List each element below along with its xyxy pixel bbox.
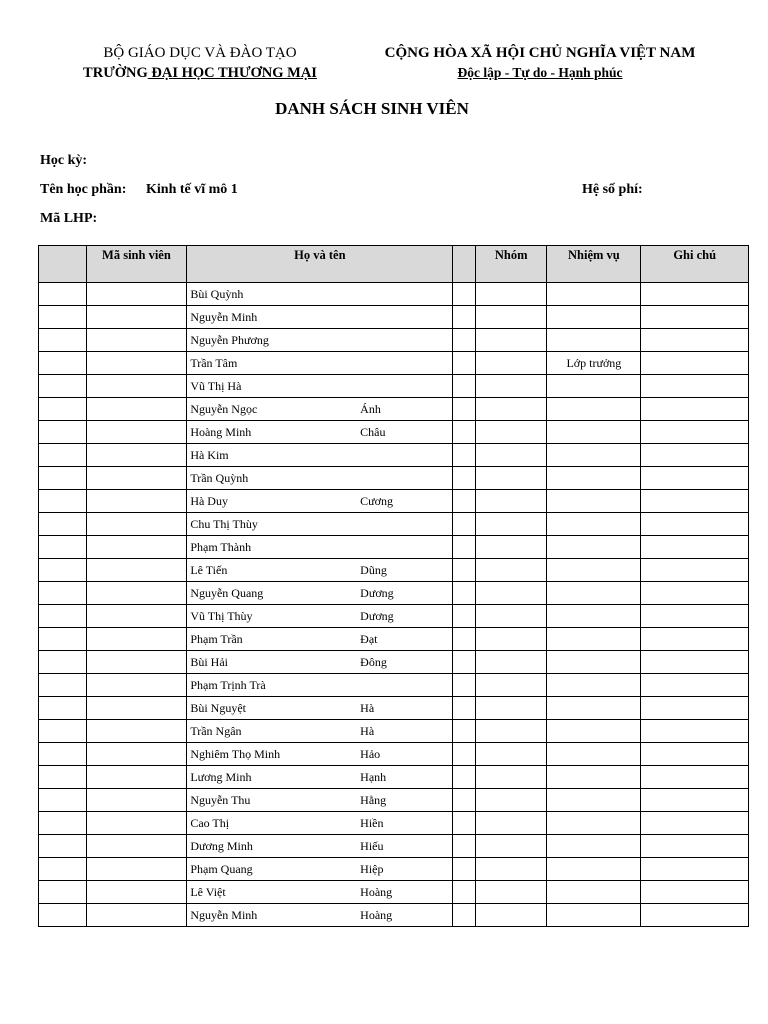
blank-cell (453, 674, 476, 697)
duty-cell (547, 536, 641, 559)
table-row (39, 881, 749, 904)
index-cell (39, 283, 87, 306)
note-cell (641, 605, 749, 628)
last-name-cell: Hiệp (357, 858, 453, 881)
first-name-cell: Hà Kim (187, 444, 357, 467)
last-name-cell: Đạt (357, 628, 453, 651)
student-id-cell (86, 421, 187, 444)
duty-cell (547, 398, 641, 421)
group-cell (476, 858, 547, 881)
first-name-cell: Chu Thị Thùy (187, 513, 357, 536)
student-id-cell (86, 904, 187, 927)
blank-cell (453, 559, 476, 582)
last-name-cell: Cương (357, 490, 453, 513)
table-row (39, 421, 749, 444)
table-row (39, 605, 749, 628)
table-header-row (39, 246, 749, 283)
note-header: Ghi chú (641, 246, 749, 283)
duty-cell (547, 697, 641, 720)
duty-cell (547, 789, 641, 812)
index-cell (39, 329, 87, 352)
note-cell (641, 306, 749, 329)
student-id-cell (86, 628, 187, 651)
duty-cell (547, 582, 641, 605)
course-label: Tên học phần: (40, 182, 127, 197)
group-header: Nhóm (476, 246, 547, 283)
blank-cell (453, 651, 476, 674)
student-id-cell (86, 812, 187, 835)
index-cell (39, 904, 87, 927)
first-name-cell: Vũ Thị Thùy (187, 605, 357, 628)
blank-cell (453, 605, 476, 628)
student-rows (39, 283, 749, 927)
index-cell (39, 513, 87, 536)
table-row (39, 490, 749, 513)
student-id-cell (86, 444, 187, 467)
note-cell (641, 651, 749, 674)
first-name-cell: Cao Thị (187, 812, 357, 835)
index-cell (39, 559, 87, 582)
first-name-cell: Lê Tiến (187, 559, 357, 582)
first-name-cell: Hà Duy (187, 490, 357, 513)
university-suffix: ĐẠI HỌC THƯƠNG MẠI (147, 65, 317, 81)
duty-cell (547, 651, 641, 674)
last-name-cell: Ánh (357, 398, 453, 421)
group-cell (476, 674, 547, 697)
blank-cell (453, 789, 476, 812)
last-name-cell (357, 513, 453, 536)
blank-cell (453, 421, 476, 444)
note-cell (641, 283, 749, 306)
last-name-cell: Hoàng (357, 904, 453, 927)
blank-cell (453, 582, 476, 605)
last-name-cell (357, 536, 453, 559)
table-row (39, 766, 749, 789)
group-cell (476, 697, 547, 720)
index-cell (39, 720, 87, 743)
student-id-cell (86, 789, 187, 812)
last-name-cell: Hảo (357, 743, 453, 766)
group-cell (476, 490, 547, 513)
group-cell (476, 513, 547, 536)
national-header (370, 44, 710, 82)
note-cell (641, 444, 749, 467)
table-row (39, 904, 749, 927)
note-cell (641, 490, 749, 513)
group-cell (476, 444, 547, 467)
student-id-cell (86, 582, 187, 605)
index-cell (39, 743, 87, 766)
duty-cell (547, 375, 641, 398)
group-cell (476, 904, 547, 927)
group-cell (476, 582, 547, 605)
note-cell (641, 904, 749, 927)
note-cell (641, 789, 749, 812)
group-cell (476, 651, 547, 674)
duty-cell (547, 513, 641, 536)
first-name-cell: Bùi Hải (187, 651, 357, 674)
last-name-cell: Châu (357, 421, 453, 444)
duty-header: Nhiệm vụ (547, 246, 641, 283)
first-name-cell: Nguyễn Phương (187, 329, 357, 352)
table-row (39, 536, 749, 559)
table-row (39, 329, 749, 352)
last-name-cell: Dương (357, 582, 453, 605)
first-name-cell: Phạm Trịnh Trà (187, 674, 357, 697)
blank-cell (453, 628, 476, 651)
last-name-cell: Dũng (357, 559, 453, 582)
group-cell (476, 812, 547, 835)
student-id-cell (86, 306, 187, 329)
note-cell (641, 513, 749, 536)
group-cell (476, 536, 547, 559)
first-name-cell: Trần Quỳnh (187, 467, 357, 490)
duty-cell (547, 329, 641, 352)
table-row (39, 789, 749, 812)
index-cell (39, 352, 87, 375)
duty-cell (547, 559, 641, 582)
last-name-cell (357, 674, 453, 697)
first-name-cell: Bùi Nguyệt (187, 697, 357, 720)
student-table (38, 245, 749, 927)
last-name-cell: Hiếu (357, 835, 453, 858)
fee-label: Hệ số phí: (582, 182, 643, 197)
student-id-cell (86, 398, 187, 421)
blank-cell (453, 881, 476, 904)
index-cell (39, 812, 87, 835)
group-cell (476, 881, 547, 904)
first-name-cell: Phạm Trần (187, 628, 357, 651)
blank-cell (453, 352, 476, 375)
university-name (40, 64, 360, 82)
last-name-cell: Hiền (357, 812, 453, 835)
blank-cell (453, 536, 476, 559)
student-id-cell (86, 720, 187, 743)
note-cell (641, 398, 749, 421)
blank-cell (453, 766, 476, 789)
table-row (39, 352, 749, 375)
duty-cell (547, 444, 641, 467)
index-cell (39, 881, 87, 904)
first-name-cell: Nguyễn Minh (187, 306, 357, 329)
document-title: DANH SÁCH SINH VIÊN (275, 99, 469, 118)
blank-cell (453, 858, 476, 881)
index-cell (39, 605, 87, 628)
note-cell (641, 858, 749, 881)
first-name-cell: Dương Minh (187, 835, 357, 858)
group-cell (476, 398, 547, 421)
note-cell (641, 766, 749, 789)
note-cell (641, 881, 749, 904)
blank-cell (453, 904, 476, 927)
last-name-cell (357, 283, 453, 306)
table-row (39, 283, 749, 306)
duty-cell (547, 743, 641, 766)
note-cell (641, 467, 749, 490)
group-cell (476, 559, 547, 582)
student-id-cell (86, 352, 187, 375)
first-name-cell: Lê Việt (187, 881, 357, 904)
student-id-cell (86, 375, 187, 398)
student-id-cell (86, 697, 187, 720)
first-name-cell: Nguyễn Thu (187, 789, 357, 812)
index-cell (39, 375, 87, 398)
student-id-cell (86, 835, 187, 858)
note-cell (641, 812, 749, 835)
table-row (39, 467, 749, 490)
student-id-cell (86, 559, 187, 582)
blank-cell (453, 835, 476, 858)
first-name-cell: Nguyễn Minh (187, 904, 357, 927)
duty-cell (547, 812, 641, 835)
table-row (39, 628, 749, 651)
group-cell (476, 789, 547, 812)
index-cell (39, 398, 87, 421)
blank-cell (453, 444, 476, 467)
group-cell (476, 375, 547, 398)
table-row (39, 743, 749, 766)
note-cell (641, 628, 749, 651)
blank-cell (453, 283, 476, 306)
table-row (39, 697, 749, 720)
note-cell (641, 582, 749, 605)
student-id-header: Mã sinh viên (86, 246, 187, 283)
index-cell (39, 858, 87, 881)
duty-cell (547, 605, 641, 628)
last-name-cell (357, 329, 453, 352)
table-row (39, 513, 749, 536)
first-name-cell: Phạm Thành (187, 536, 357, 559)
blank-cell (453, 743, 476, 766)
index-cell (39, 536, 87, 559)
index-cell (39, 766, 87, 789)
index-cell (39, 651, 87, 674)
table-row (39, 674, 749, 697)
first-name-cell: Vũ Thị Hà (187, 375, 357, 398)
table-row (39, 835, 749, 858)
index-cell (39, 835, 87, 858)
student-id-cell (86, 283, 187, 306)
last-name-cell (357, 444, 453, 467)
last-name-cell (357, 352, 453, 375)
group-cell (476, 352, 547, 375)
student-id-cell (86, 536, 187, 559)
blank-header (453, 246, 476, 283)
group-cell (476, 421, 547, 444)
last-name-cell: Hoàng (357, 881, 453, 904)
group-cell (476, 720, 547, 743)
index-cell (39, 582, 87, 605)
first-name-cell: Nguyễn Quang (187, 582, 357, 605)
table-row (39, 812, 749, 835)
duty-cell: Lớp trưởng (547, 352, 641, 375)
student-id-cell (86, 881, 187, 904)
university-prefix: TRƯỜNG (83, 65, 148, 81)
student-id-cell (86, 858, 187, 881)
class-code-label: Mã LHP: (40, 211, 98, 226)
note-cell (641, 697, 749, 720)
blank-cell (453, 375, 476, 398)
group-cell (476, 283, 547, 306)
blank-cell (453, 513, 476, 536)
first-name-cell: Trần Tâm (187, 352, 357, 375)
blank-cell (453, 329, 476, 352)
table-row (39, 444, 749, 467)
note-cell (641, 375, 749, 398)
ministry-name: BỘ GIÁO DỤC VÀ ĐÀO TẠO (103, 45, 297, 61)
duty-cell (547, 904, 641, 927)
last-name-cell: Hạnh (357, 766, 453, 789)
first-name-cell: Phạm Quang (187, 858, 357, 881)
group-cell (476, 766, 547, 789)
index-cell (39, 306, 87, 329)
duty-cell (547, 283, 641, 306)
duty-cell (547, 628, 641, 651)
duty-cell (547, 858, 641, 881)
student-id-cell (86, 513, 187, 536)
student-id-cell (86, 651, 187, 674)
table-row (39, 398, 749, 421)
note-cell (641, 329, 749, 352)
note-cell (641, 743, 749, 766)
duty-cell (547, 835, 641, 858)
first-name-cell: Trần Ngân (187, 720, 357, 743)
full-name-header: Họ và tên (187, 246, 453, 283)
index-cell (39, 444, 87, 467)
index-cell (39, 674, 87, 697)
course-value: Kinh tế vĩ mô 1 (146, 182, 238, 197)
blank-cell (453, 467, 476, 490)
table-row (39, 651, 749, 674)
table-row (39, 858, 749, 881)
first-name-cell: Nguyễn Ngọc (187, 398, 357, 421)
first-name-cell: Nghiêm Thọ Minh (187, 743, 357, 766)
note-cell (641, 352, 749, 375)
blank-cell (453, 697, 476, 720)
ministry-header (40, 44, 360, 82)
index-cell (39, 628, 87, 651)
student-id-cell (86, 467, 187, 490)
blank-cell (453, 306, 476, 329)
note-cell (641, 421, 749, 444)
index-cell (39, 467, 87, 490)
group-cell (476, 467, 547, 490)
blank-cell (453, 490, 476, 513)
last-name-cell: Đông (357, 651, 453, 674)
note-cell (641, 674, 749, 697)
first-name-cell: Bùi Quỳnh (187, 283, 357, 306)
group-cell (476, 329, 547, 352)
index-cell (39, 697, 87, 720)
duty-cell (547, 766, 641, 789)
duty-cell (547, 720, 641, 743)
group-cell (476, 605, 547, 628)
group-cell (476, 835, 547, 858)
last-name-cell: Hà (357, 697, 453, 720)
table-row (39, 375, 749, 398)
table-row (39, 720, 749, 743)
group-cell (476, 306, 547, 329)
note-cell (641, 559, 749, 582)
last-name-cell: Dương (357, 605, 453, 628)
duty-cell (547, 306, 641, 329)
duty-cell (547, 421, 641, 444)
student-id-cell (86, 743, 187, 766)
national-motto: Độc lập - Tự do - Hạnh phúc (457, 65, 623, 80)
duty-cell (547, 674, 641, 697)
country-name: CỘNG HÒA XÃ HỘI CHỦ NGHĨA VIỆT NAM (384, 45, 696, 61)
table-row (39, 559, 749, 582)
first-name-cell: Lương Minh (187, 766, 357, 789)
group-cell (476, 628, 547, 651)
duty-cell (547, 881, 641, 904)
student-id-cell (86, 490, 187, 513)
blank-cell (453, 720, 476, 743)
blank-cell (453, 812, 476, 835)
index-header (39, 246, 87, 283)
table-row (39, 306, 749, 329)
index-cell (39, 789, 87, 812)
last-name-cell (357, 306, 453, 329)
student-id-cell (86, 605, 187, 628)
student-id-cell (86, 766, 187, 789)
last-name-cell: Hà (357, 720, 453, 743)
note-cell (641, 720, 749, 743)
note-cell (641, 835, 749, 858)
first-name-cell: Hoàng Minh (187, 421, 357, 444)
last-name-cell: Hằng (357, 789, 453, 812)
student-id-cell (86, 674, 187, 697)
note-cell (641, 536, 749, 559)
last-name-cell (357, 375, 453, 398)
index-cell (39, 490, 87, 513)
duty-cell (547, 467, 641, 490)
student-id-cell (86, 329, 187, 352)
duty-cell (547, 490, 641, 513)
semester-label: Học kỳ: (40, 153, 88, 168)
index-cell (39, 421, 87, 444)
group-cell (476, 743, 547, 766)
blank-cell (453, 398, 476, 421)
last-name-cell (357, 467, 453, 490)
table-row (39, 582, 749, 605)
